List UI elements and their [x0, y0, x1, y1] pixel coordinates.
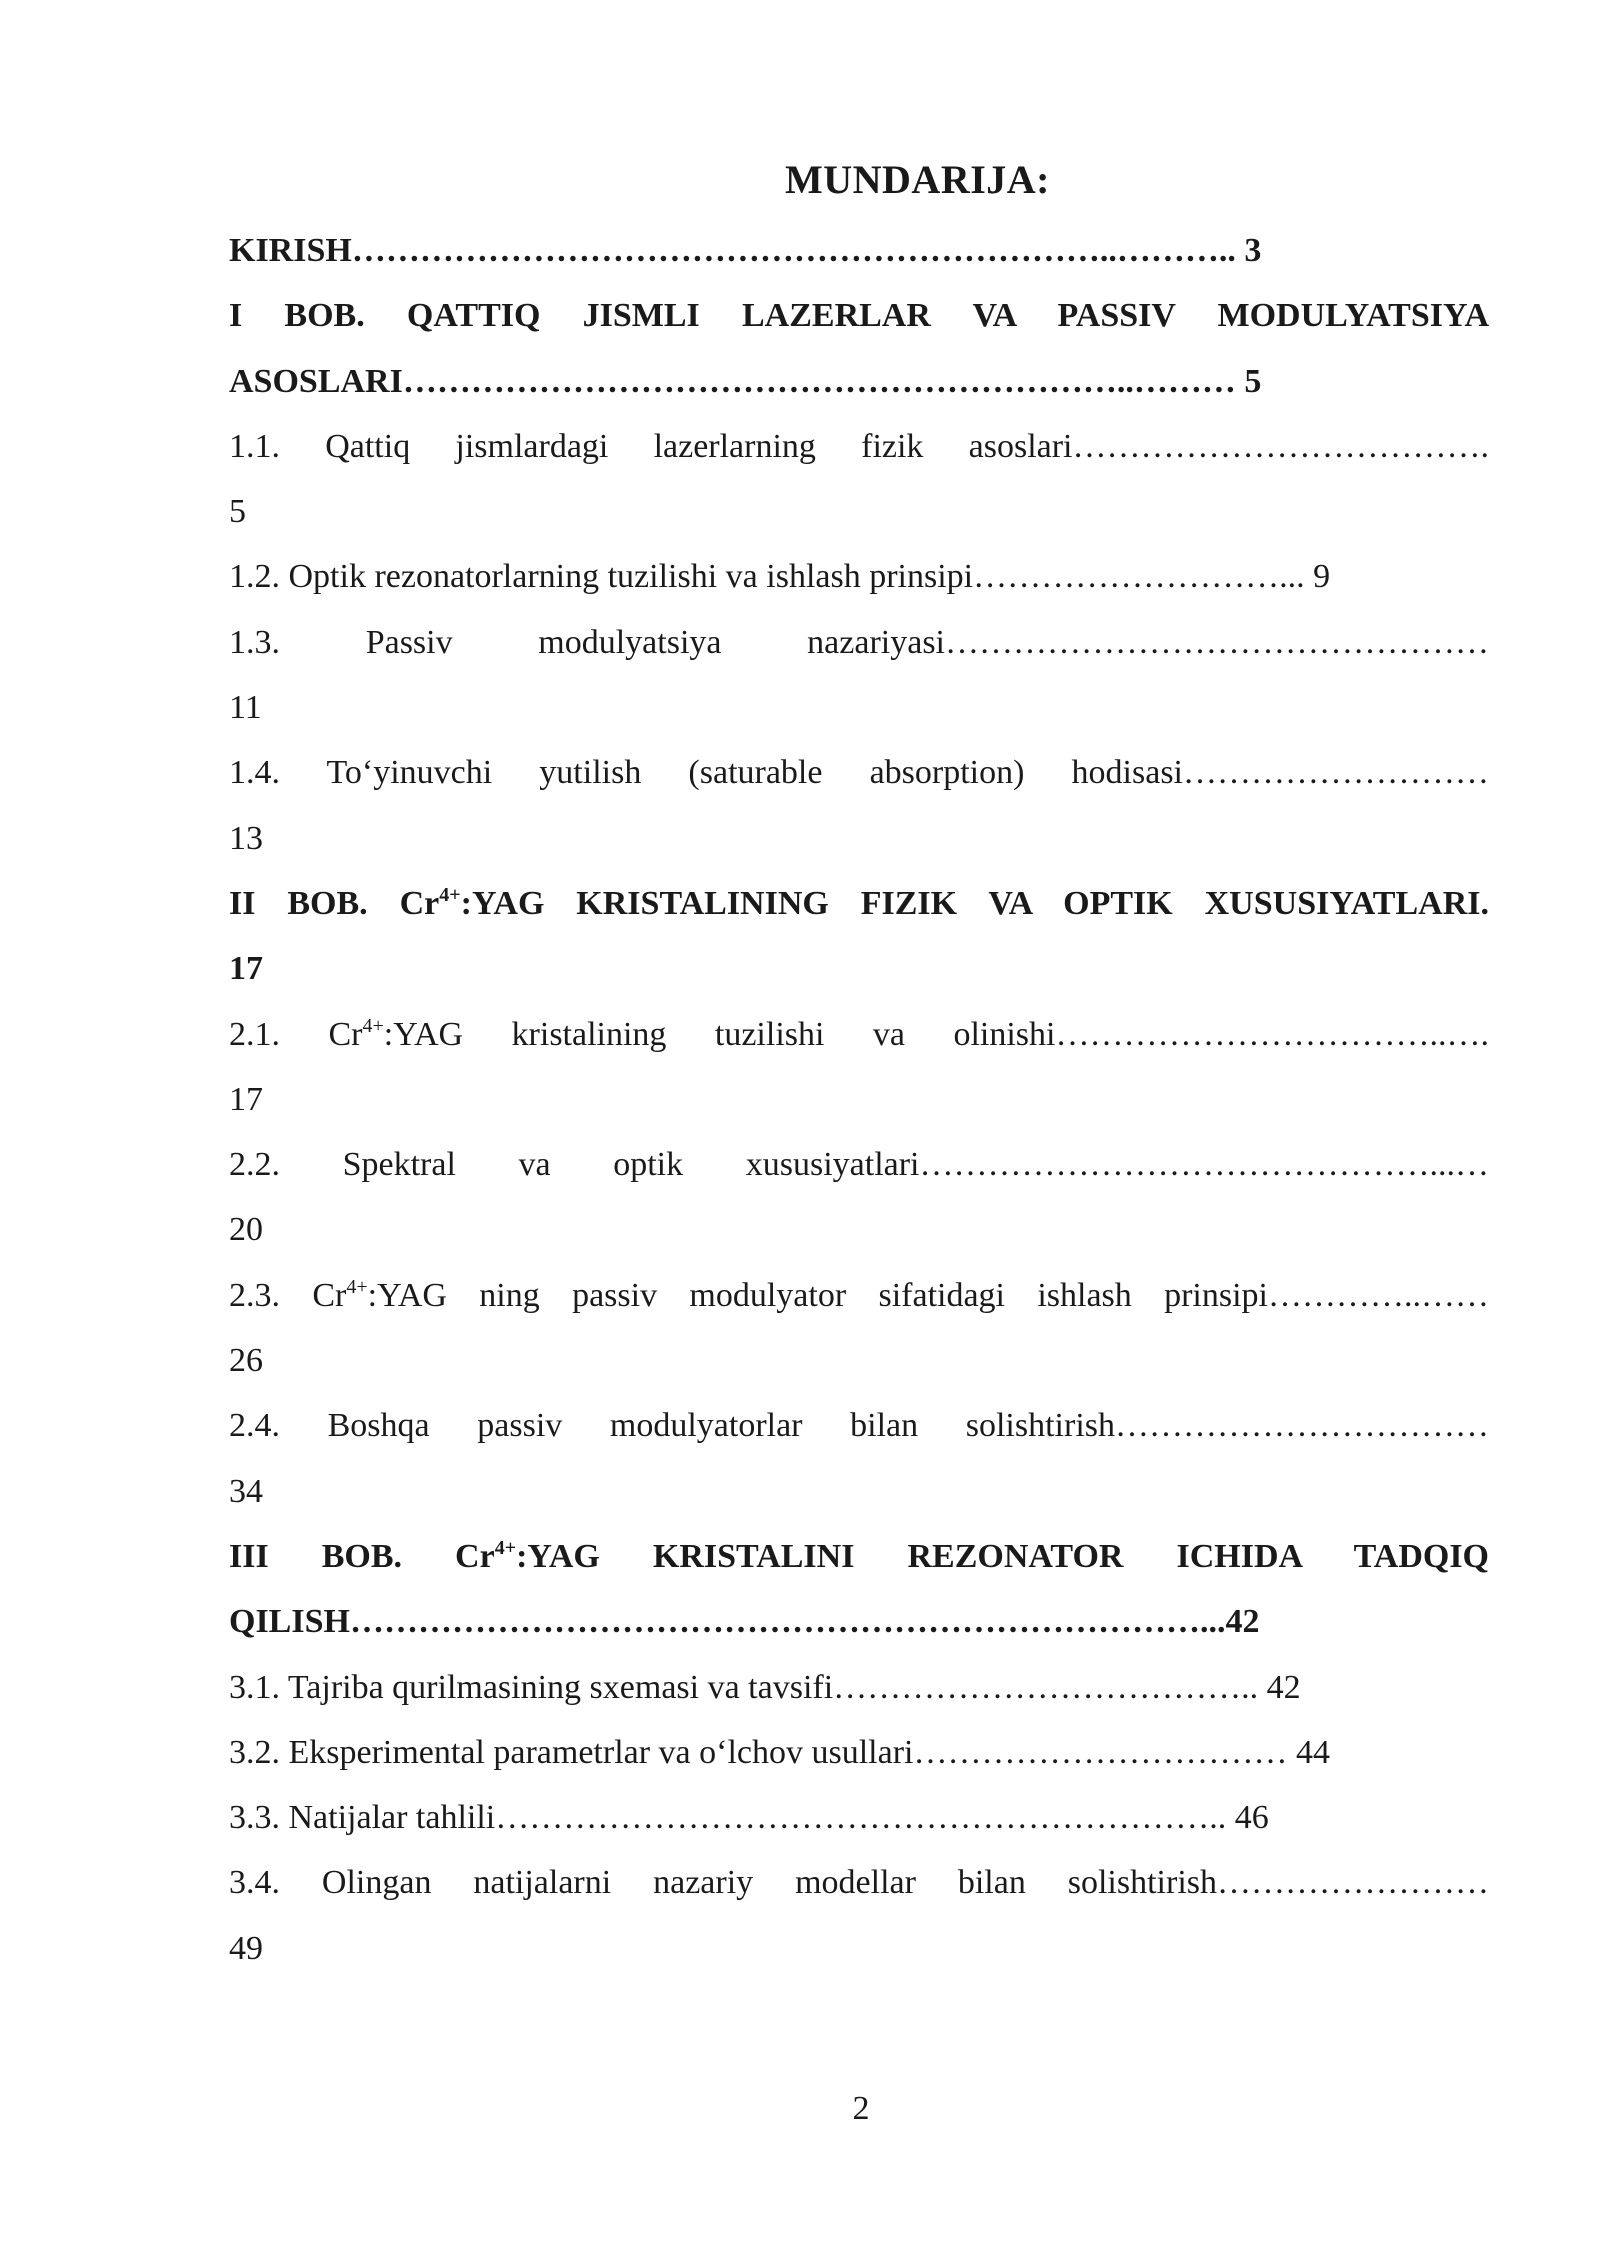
- page-number: 2: [852, 2090, 870, 2127]
- toc-section-3-4-line-1: 3.4. Olingan natijalarni nazariy modellar bilan solishtirish……………………: [229, 1864, 1489, 1902]
- toc-section-2-3-prefix: 2.3. Cr: [229, 1276, 347, 1314]
- toc-section-3-3: 3.3. Natijalar tahlili……………………………………………………….. 46: [229, 1799, 1269, 1837]
- superscript: 4+: [439, 883, 461, 906]
- toc-section-1-4-page: 13: [229, 819, 263, 857]
- toc-section-2-1-prefix: 2.1. Cr: [229, 1015, 363, 1053]
- toc-chapter-1-line-2: ASOSLARI………………………………………………………..……… 5: [229, 362, 1262, 400]
- toc-section-3-2: 3.2. Eksperimental parametrlar va o‘lchov usullari…………………………… 44: [229, 1733, 1330, 1771]
- toc-section-2-2-page: 20: [229, 1211, 263, 1249]
- toc-section-3-1: 3.1. Tajriba qurilmasining sxemasi va tavsifi……………………………….. 42: [229, 1668, 1301, 1706]
- toc-chapter-2-line-1: [229, 871, 1489, 936]
- table-of-contents: [229, 218, 1489, 1981]
- toc-entry-kirish: KIRISH…………………………………………………………..……….. 3: [229, 232, 1262, 269]
- toc-chapter-3-line-1: [229, 1524, 1489, 1589]
- toc-section-1-3-page: 11: [229, 689, 262, 727]
- toc-section-1-3-line-1: 1.3. Passiv modulyatsiya nazariyasi…………………………………………: [229, 623, 1489, 661]
- toc-chapter-3-title: :YAG KRISTALINI REZONATOR ICHIDA TADQIQ: [516, 1537, 1489, 1575]
- toc-section-1-2: 1.2. Optik rezonatorlarning tuzilishi va ishlash prinsipi………………………... 9: [229, 558, 1331, 596]
- toc-section-1-1-page: 5: [229, 493, 246, 531]
- toc-section-2-1-title: :YAG kristalining tuzilishi va olinishi……………………………..….: [383, 1015, 1489, 1053]
- superscript: 4+: [362, 1014, 384, 1037]
- superscript: 4+: [346, 1275, 368, 1298]
- toc-section-2-1-page: 17: [229, 1080, 263, 1118]
- toc-chapter-3-prefix: III BOB. Cr: [229, 1537, 495, 1575]
- toc-chapter-1-line-1: I BOB. QATTIQ JISMLI LAZERLAR VA PASSIV MODULYATSIYA: [229, 297, 1489, 335]
- toc-chapter-2-prefix: II BOB. Cr: [229, 884, 440, 922]
- toc-section-2-3-line-1: [229, 1263, 1489, 1328]
- toc-section-2-4-page: 34: [229, 1472, 263, 1510]
- page-title: MUNDARIJA:: [785, 157, 1050, 202]
- toc-section-1-1-line-1: 1.1. Qattiq jismlardagi lazerlarning fizik asoslari……………………………….: [229, 427, 1489, 465]
- toc-chapter-3-line-2: QILISH…………………………………………………………………...42: [229, 1603, 1260, 1641]
- toc-section-2-3-page: 26: [229, 1342, 263, 1380]
- toc-section-3-4-page: 49: [229, 1929, 263, 1967]
- toc-section-2-1-line-1: [229, 1002, 1489, 1067]
- toc-section-2-3-title: :YAG ning passiv modulyator sifatidagi ishlash prinsipi…………..……: [367, 1276, 1489, 1314]
- toc-chapter-2-page: 17: [229, 950, 263, 988]
- toc-section-1-4-line-1: 1.4. To‘yinuvchi yutilish (saturable absorption) hodisasi………………………: [229, 754, 1489, 792]
- toc-section-2-4-line-1: 2.4. Boshqa passiv modulyatorlar bilan solishtirish……………………………: [229, 1407, 1489, 1445]
- toc-chapter-2-title: :YAG KRISTALINING FIZIK VA OPTIK XUSUSIYATLARI.: [460, 884, 1489, 922]
- superscript: 4+: [494, 1536, 517, 1559]
- toc-section-2-2-line-1: 2.2. Spektral va optik xususiyatlari………………………………………...…: [229, 1146, 1489, 1184]
